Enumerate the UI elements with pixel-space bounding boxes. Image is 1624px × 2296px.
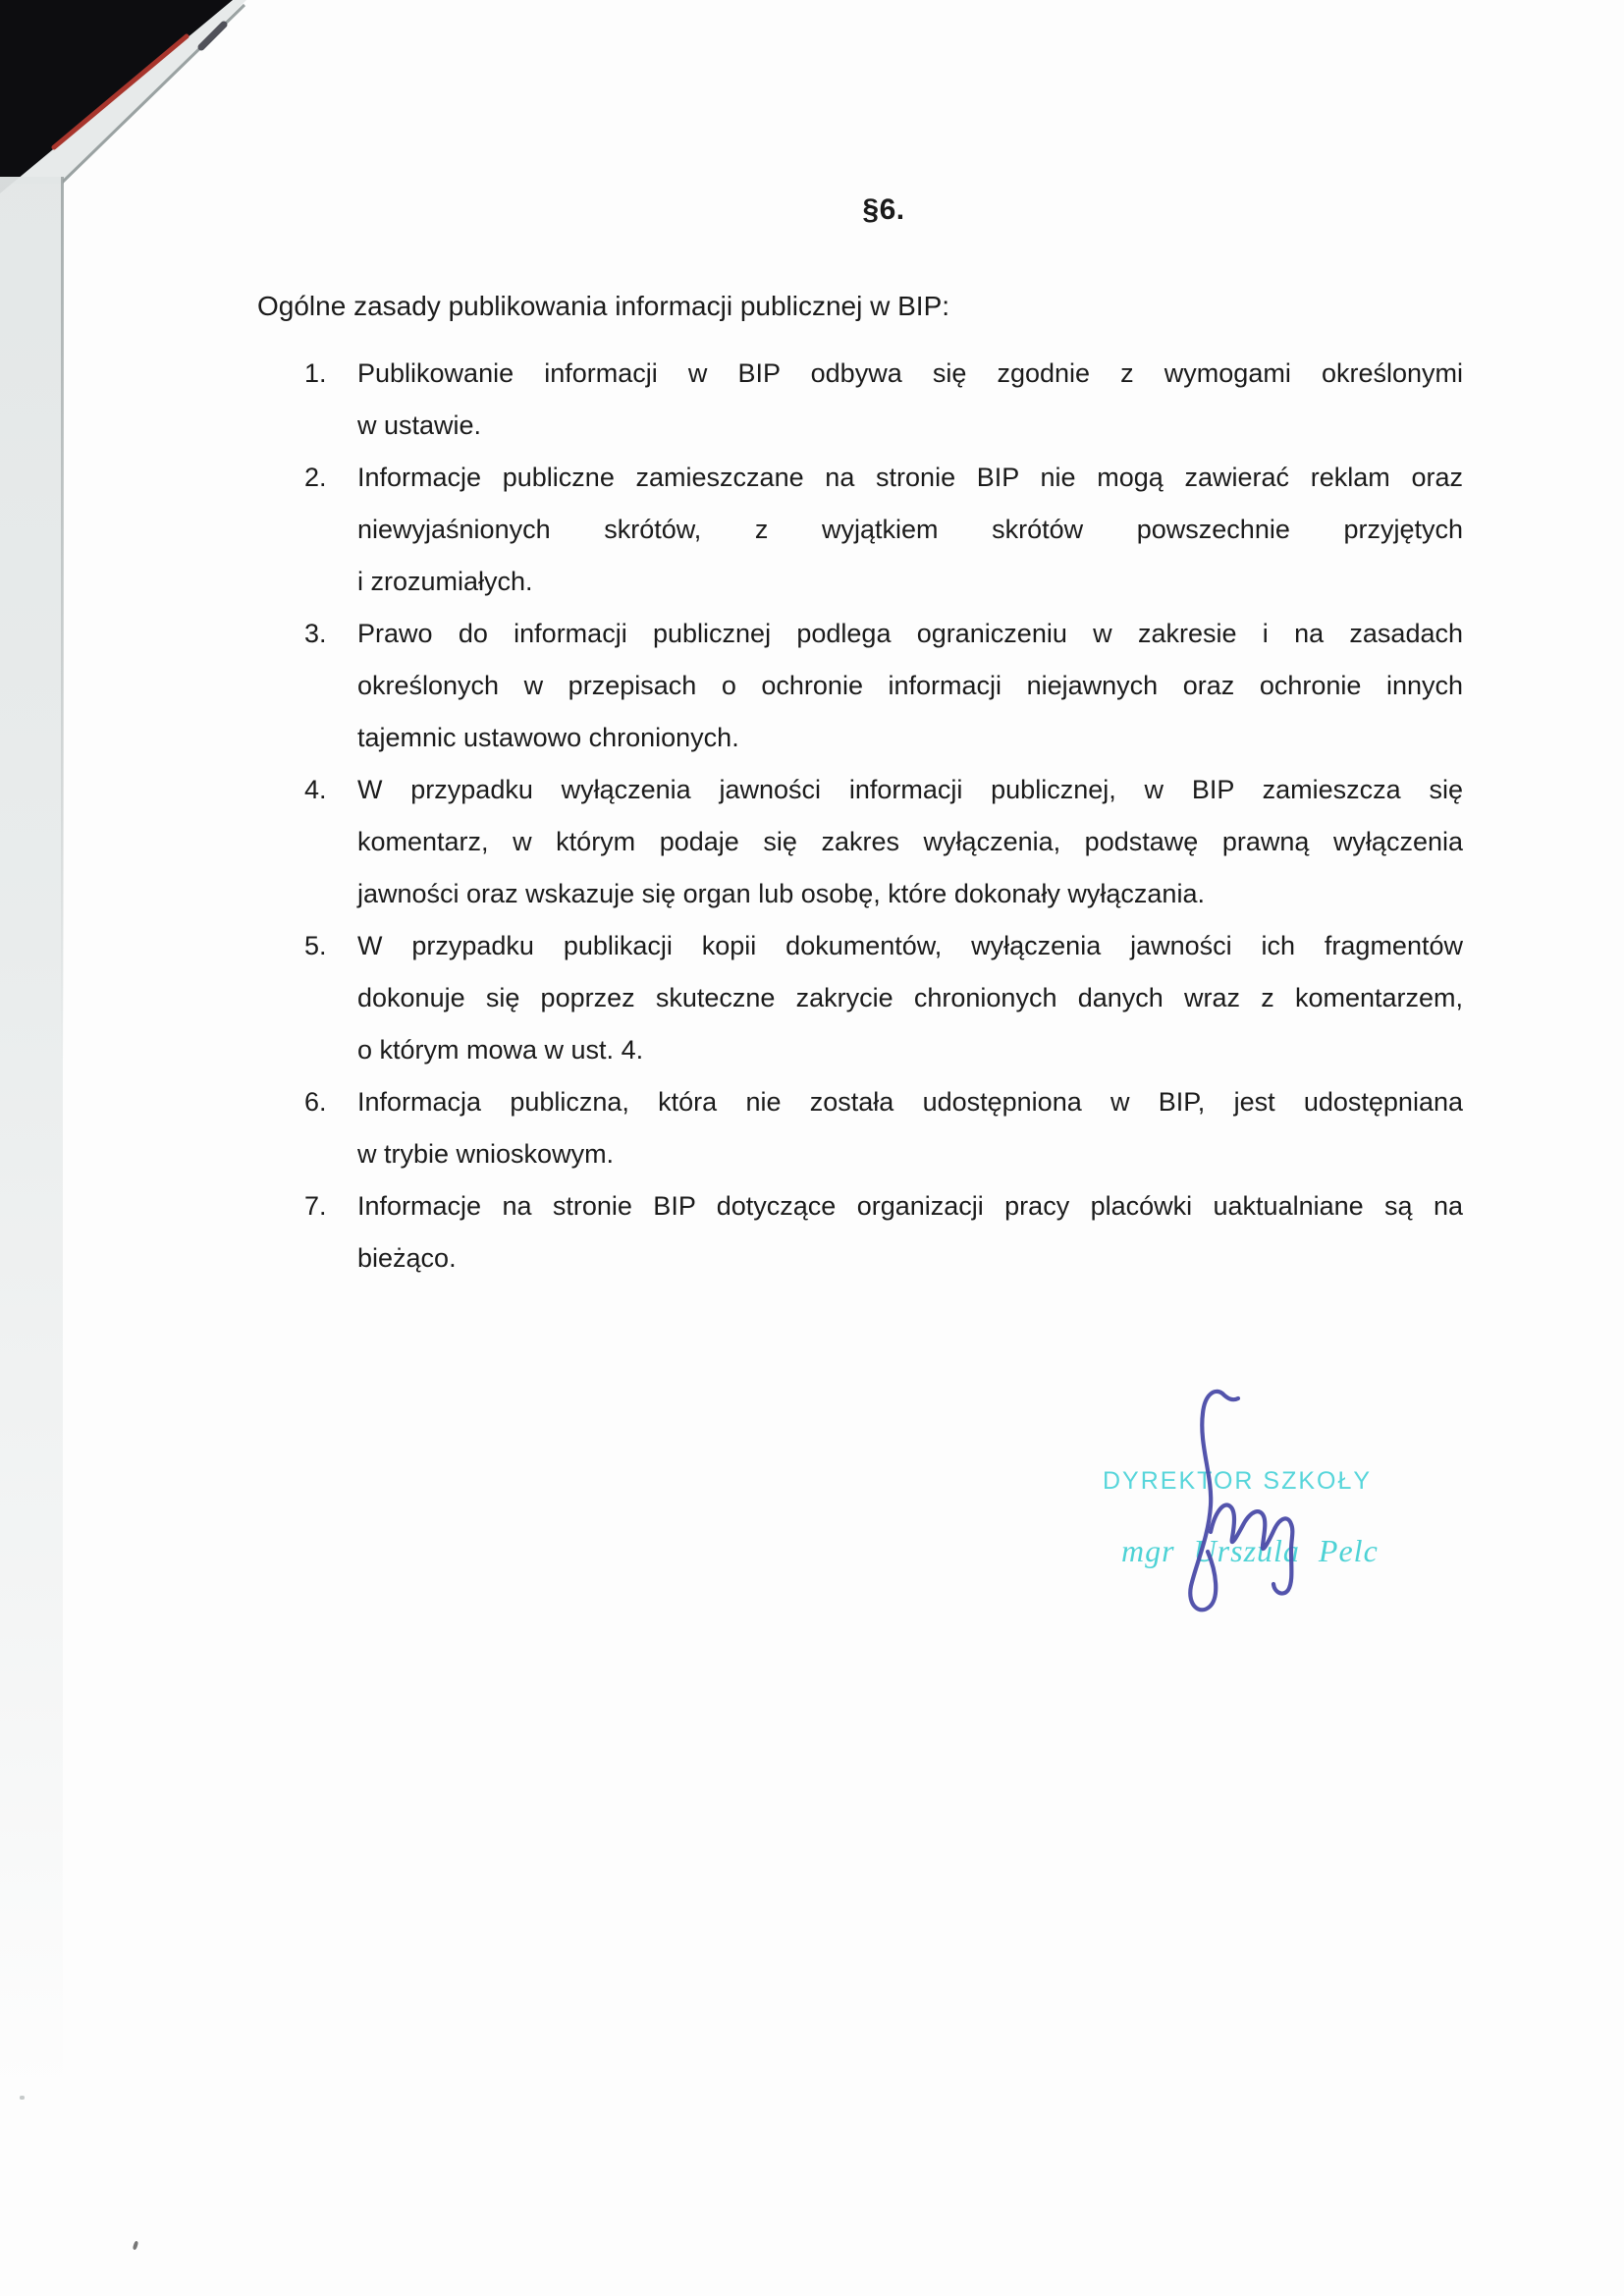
handwritten-signature <box>1129 1380 1355 1625</box>
item-line: Informacja publiczna, która nie została udostępniona w BIP, jest udostępniana <box>357 1087 1463 1117</box>
scan-speck <box>133 2241 139 2251</box>
scan-speck <box>20 2096 25 2100</box>
item-number: 5. <box>304 931 327 960</box>
numbered-list <box>304 348 1463 1285</box>
item-line: Prawo do informacji publicznej podlega ograniczeniu w zakresie i na zasadach <box>357 619 1463 648</box>
signature-flourish-stroke <box>1211 1505 1292 1594</box>
list-item <box>304 452 1463 608</box>
item-line: w ustawie. <box>357 410 482 440</box>
scan-left-edge-shadow <box>0 177 63 2092</box>
item-line: W przypadku publikacji kopii dokumentów, wyłączenia jawności ich fragmentów <box>357 931 1463 960</box>
item-line: Publikowanie informacji w BIP odbywa się zgodnie z wymogami określonymi <box>357 358 1463 388</box>
item-number: 4. <box>304 775 327 804</box>
signature-name-stamp: mgr Urszula Pelc <box>1121 1533 1379 1568</box>
item-line: i zrozumiałych. <box>357 567 533 596</box>
item-line: w trybie wnioskowym. <box>357 1139 615 1169</box>
item-line: Informacje publiczne zamieszczane na stronie BIP nie mogą zawierać reklam oraz <box>357 463 1463 492</box>
list-item <box>304 608 1463 764</box>
list-item <box>304 1180 1463 1285</box>
item-number: 3. <box>304 619 327 648</box>
item-line: tajemnic ustawowo chronionych. <box>357 723 739 752</box>
intro-line: Ogólne zasady publikowania informacji publicznej w BIP: <box>257 291 950 321</box>
item-line: bieżąco. <box>357 1243 457 1273</box>
list-item <box>304 348 1463 452</box>
item-line: dokonuje się poprzez skuteczne zakrycie chronionych danych wraz z komentarzem, <box>357 983 1463 1012</box>
scan-left-edge-line <box>61 177 64 1061</box>
signature-tick-stroke <box>1222 1394 1238 1399</box>
item-line: komentarz, w którym podaje się zakres wyłączenia, podstawę prawną wyłączenia <box>357 827 1463 856</box>
item-number: 7. <box>304 1191 327 1221</box>
item-line: o którym mowa w ust. 4. <box>357 1035 644 1065</box>
item-line: Informacje na stronie BIP dotyczące organizacji pracy placówki uaktualniane są na <box>357 1191 1463 1221</box>
item-line: jawności oraz wskazuje się organ lub osobę, które dokonały wyłączania. <box>357 879 1205 908</box>
list-item <box>304 1076 1463 1180</box>
item-number: 6. <box>304 1087 327 1117</box>
list-item <box>304 764 1463 920</box>
item-line: niewyjaśnionych skrótów, z wyjątkiem skrótów powszechnie przyjętych <box>357 515 1463 544</box>
item-number: 1. <box>304 358 327 388</box>
signature-role-stamp: DYREKTOR SZKOŁY <box>1103 1467 1373 1495</box>
item-number: 2. <box>304 463 327 492</box>
item-line: określonych w przepisach o ochronie informacji niejawnych oraz ochronie innych <box>357 671 1463 700</box>
signature-main-stroke <box>1190 1392 1222 1610</box>
item-line: W przypadku wyłączenia jawności informacji publicznej, w BIP zamieszcza się <box>357 775 1463 804</box>
section-heading: §6. <box>862 193 905 226</box>
list-item <box>304 920 1463 1076</box>
